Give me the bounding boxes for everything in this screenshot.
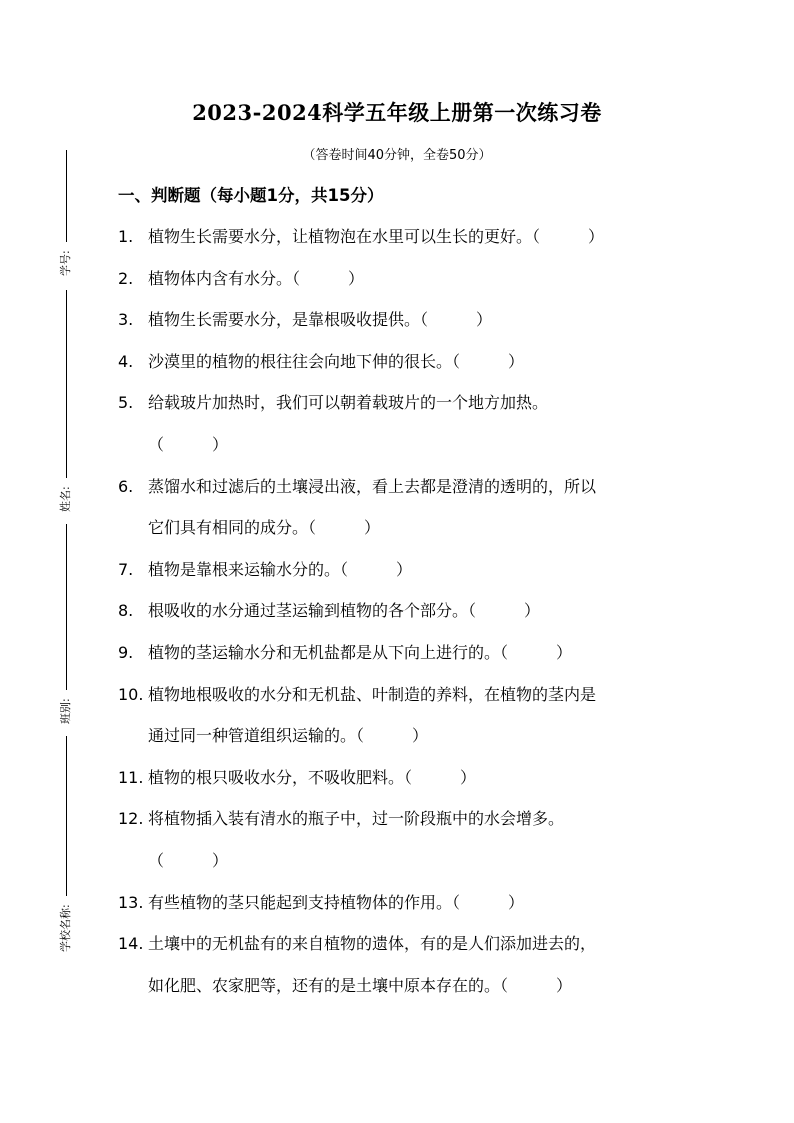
question-number: 12. <box>118 809 144 829</box>
question-number: 4. <box>118 351 134 371</box>
question-text: 植物是靠根来运输水分的。（ ） <box>148 559 413 579</box>
question-text: 根吸收的水分通过茎运输到植物的各个部分。（ ） <box>148 601 541 621</box>
question-5 <box>118 391 688 433</box>
question-number: 10. <box>118 684 144 704</box>
question-14 <box>118 932 688 974</box>
question-number: 7. <box>118 559 134 579</box>
question-list <box>118 225 688 1015</box>
school-name-label: 学校名称: <box>59 904 72 952</box>
question-number: 6. <box>118 476 134 496</box>
question-13 <box>118 891 688 933</box>
question-text-continued: 如化肥、农家肥等，还有的是土壤中原本存在的。（ ） <box>148 975 573 995</box>
question-text: 有些植物的茎只能起到支持植物体的作用。（ ） <box>148 892 525 912</box>
question-4 <box>118 350 688 392</box>
question-number: 2. <box>118 268 134 288</box>
question-number: 14. <box>118 934 144 954</box>
question-text-continued: 通过同一种管道组织运输的。（ ） <box>148 726 429 746</box>
exam-info: （答卷时间40分钟，全卷50分） <box>302 148 492 163</box>
student-name-label: 姓名: <box>59 486 72 512</box>
question-10-continued <box>118 724 688 766</box>
question-text: 蒸馏水和过滤后的土壤浸出液，看上去都是澄清的透明的，所以 <box>148 476 597 496</box>
question-1 <box>118 225 688 267</box>
answer-parentheses: （ ） <box>148 434 229 454</box>
question-number: 5. <box>118 393 134 413</box>
question-11 <box>118 766 688 808</box>
section-heading: 一、判断题（每小题1分，共15分） <box>118 186 384 205</box>
question-text: 植物生长需要水分，是靠根吸收提供。（ ） <box>148 310 493 330</box>
question-6 <box>118 475 688 517</box>
question-number: 1. <box>118 227 134 246</box>
question-12 <box>118 807 688 849</box>
question-number: 13. <box>118 892 144 912</box>
question-7 <box>118 558 688 600</box>
binding-line <box>66 524 67 690</box>
question-14-continued <box>118 974 688 1016</box>
question-text: 植物生长需要水分，让植物泡在水里可以生长的更好。（ ） <box>148 227 605 246</box>
question-2 <box>118 267 688 309</box>
question-3 <box>118 308 688 350</box>
question-number: 3. <box>118 310 134 330</box>
question-number: 9. <box>118 642 134 662</box>
question-8 <box>118 599 688 641</box>
question-text: 植物地根吸收的水分和无机盐、叶制造的养料，在植物的茎内是 <box>148 684 597 704</box>
question-9 <box>118 641 688 683</box>
binding-line <box>66 736 67 896</box>
question-text: 植物体内含有水分。（ ） <box>148 268 365 288</box>
binding-line <box>66 150 67 242</box>
question-text: 植物的根只吸收水分，不吸收肥料。（ ） <box>148 767 477 787</box>
question-text: 植物的茎运输水分和无机盐都是从下向上进行的。（ ） <box>148 642 573 662</box>
question-number: 11. <box>118 767 144 787</box>
student-number-label: 学号: <box>59 250 72 276</box>
question-text-continued: 它们具有相同的成分。（ ） <box>148 518 381 538</box>
binding-margin <box>59 150 72 970</box>
question-number: 8. <box>118 601 134 621</box>
question-text: 给载玻片加热时，我们可以朝着载玻片的一个地方加热。 <box>148 393 549 413</box>
question-6-continued <box>118 516 688 558</box>
question-5-continued <box>118 433 688 475</box>
binding-line <box>66 290 67 478</box>
question-12-continued <box>118 849 688 891</box>
question-text: 土壤中的无机盐有的来自植物的遗体，有的是人们添加进去的， <box>148 934 597 954</box>
question-10 <box>118 683 688 725</box>
answer-parentheses: （ ） <box>148 850 229 870</box>
class-label: 班别: <box>59 698 72 724</box>
question-text: 沙漠里的植物的根往往会向地下伸的很长。（ ） <box>148 351 525 371</box>
page-title: 2023-2024科学五年级上册第一次练习卷 <box>192 100 602 125</box>
question-text: 将植物插入装有清水的瓶子中，过一阶段瓶中的水会增多。 <box>148 809 565 829</box>
